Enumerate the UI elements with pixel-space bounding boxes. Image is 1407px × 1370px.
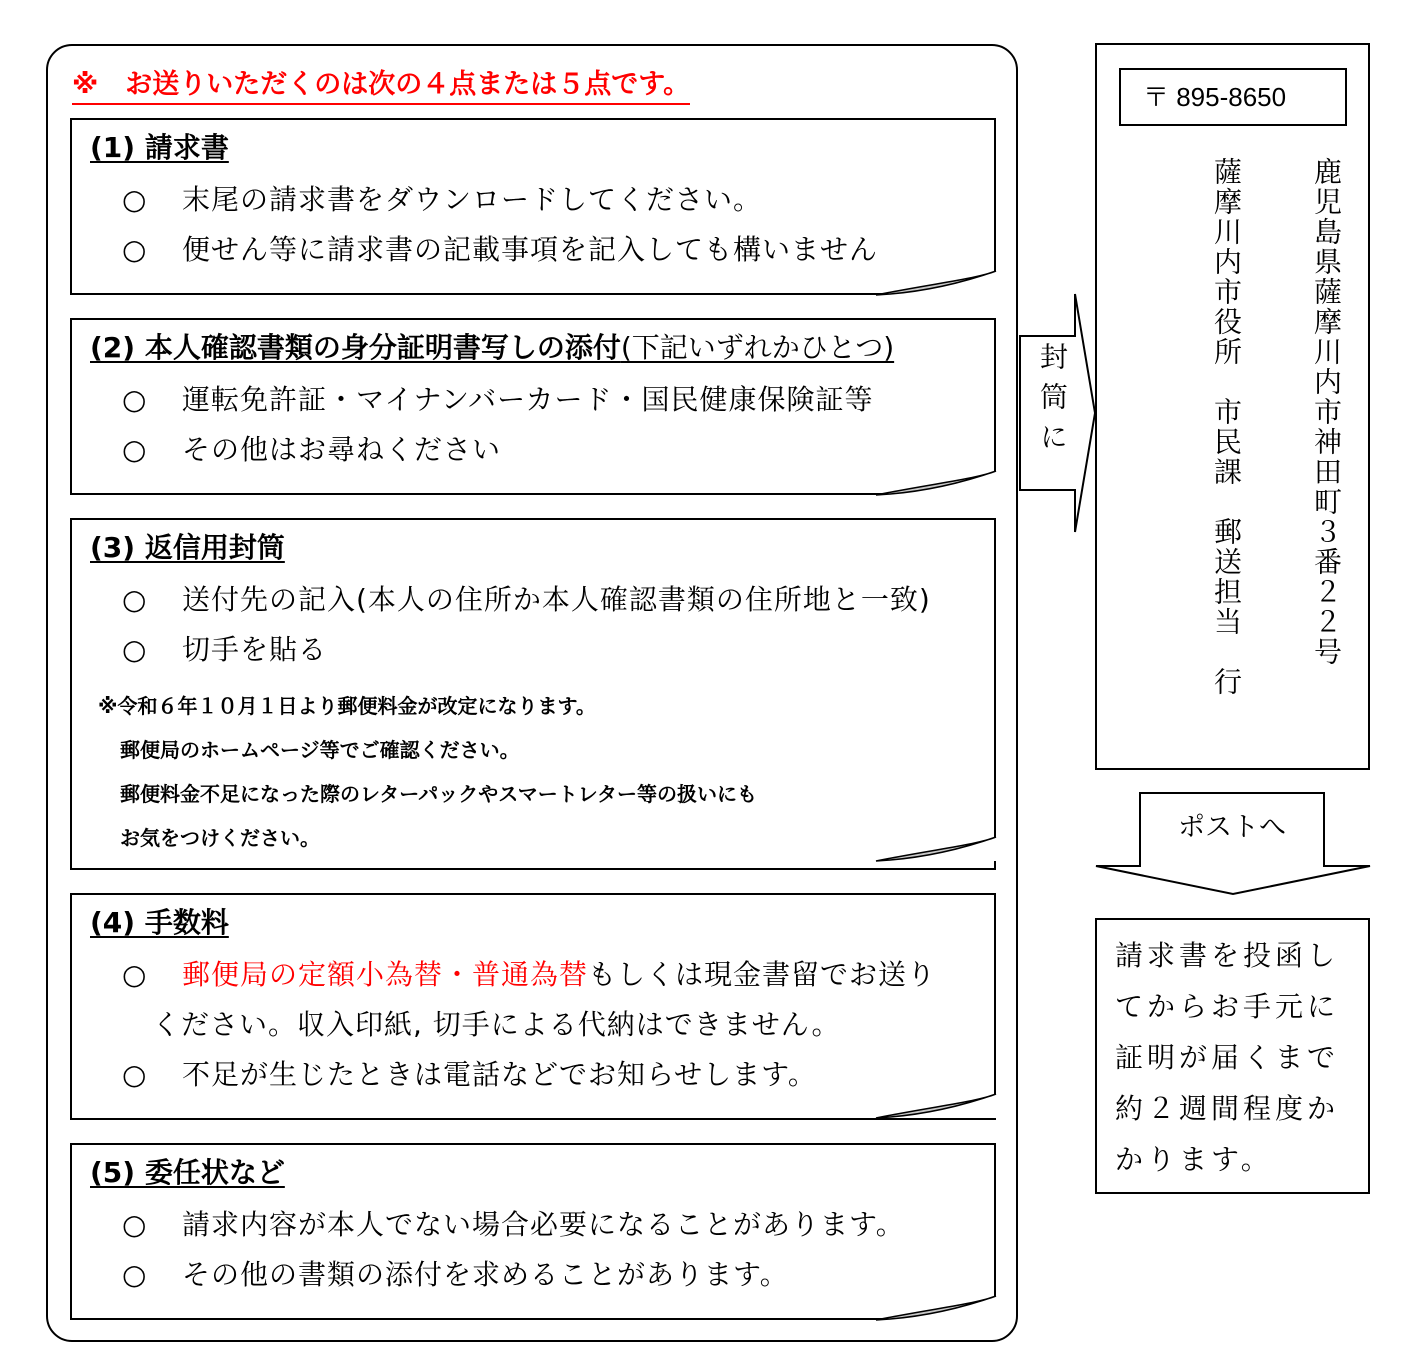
section-3-box <box>70 518 996 870</box>
recipient: 薩摩川内市役所 市民課 郵送担当 行 <box>1210 157 1243 697</box>
list-item: ○ 末尾の請求書をダウンロードしてください。 <box>122 183 763 216</box>
postage-note: お気をつけください。 <box>120 826 320 850</box>
section-1-heading: (1) 請求書 <box>90 131 229 164</box>
list-item: ○ 運転免許証・マイナンバーカード・国民健康保険証等 <box>122 383 874 416</box>
section-4-heading: (4) 手数料 <box>90 906 229 939</box>
list-item: ○ 切手を貼る <box>122 633 328 666</box>
section-5-heading: (5) 委任状など <box>90 1156 285 1189</box>
post-label: ポストへ <box>1178 812 1286 843</box>
arrow-label: 封筒に <box>1036 342 1069 462</box>
bullet-icon: ○ <box>122 1058 148 1091</box>
section-3-heading: (3) 返信用封筒 <box>90 531 285 564</box>
section-2-box <box>70 318 996 495</box>
section-1-box <box>70 118 996 295</box>
postage-note: ※令和６年１０月１日より郵便料金が改定になります。 <box>98 694 596 718</box>
page-curl-icon <box>876 1296 996 1320</box>
list-item: ○ 請求内容が本人でない場合必要になることがあります。 <box>122 1208 905 1241</box>
list-item: ○ 便せん等に請求書の記載事項を記入しても構いません <box>122 233 879 266</box>
bullet-icon: ○ <box>122 183 148 216</box>
address: 鹿児島県薩摩川内市神田町３番２２号 <box>1310 157 1343 667</box>
list-item: ○ 不足が生じたときは電話などでお知らせします。 <box>122 1058 817 1091</box>
bullet-icon: ○ <box>122 958 148 991</box>
page-curl-icon <box>876 1092 996 1120</box>
envelope-address-box <box>1095 43 1370 770</box>
list-item: ○ 送付先の記入(本人の住所か本人確認書類の住所地と一致) <box>122 583 931 616</box>
delivery-message: 請求書を投函してからお手元に証明が届くまで約２週間程度かかります。 <box>1095 918 1370 1194</box>
list-item: ○ その他の書類の添付を求めることがあります。 <box>122 1258 789 1291</box>
bullet-icon: ○ <box>122 633 148 666</box>
page-curl-icon <box>876 471 996 495</box>
postal-code: 〒 895-8650 <box>1119 68 1347 126</box>
bullet-icon: ○ <box>122 1208 148 1241</box>
section-4-box <box>70 893 996 1120</box>
list-item: ○ 郵便局の定額小為替・普通為替もしくは現金書留でお送り <box>122 958 937 991</box>
bullet-icon: ○ <box>122 233 148 266</box>
bullet-icon: ○ <box>122 583 148 616</box>
section-2-heading: (2) 本人確認書類の身分証明書写しの添付(下記いずれかひとつ) <box>90 331 895 364</box>
bullet-icon: ○ <box>122 433 148 466</box>
postage-note: 郵便料金不足になった際のレターパックやスマートレター等の扱いにも <box>120 782 757 806</box>
bullet-icon: ○ <box>122 1258 148 1291</box>
page-curl-icon <box>876 271 996 295</box>
section-5-box <box>70 1143 996 1320</box>
list-item-continuation: ください。収入印紙, 切手による代納はできません。 <box>152 1008 841 1041</box>
bullet-icon: ○ <box>122 383 148 416</box>
list-item: ○ その他はお尋ねください <box>122 433 502 466</box>
fee-method-highlight: 郵便局の定額小為替・普通為替 <box>182 958 589 991</box>
page-curl-icon <box>876 828 996 870</box>
postage-note: 郵便局のホームページ等でご確認ください。 <box>120 738 520 762</box>
headline: ※ お送りいただくのは次の４点または５点です。 <box>72 62 690 105</box>
